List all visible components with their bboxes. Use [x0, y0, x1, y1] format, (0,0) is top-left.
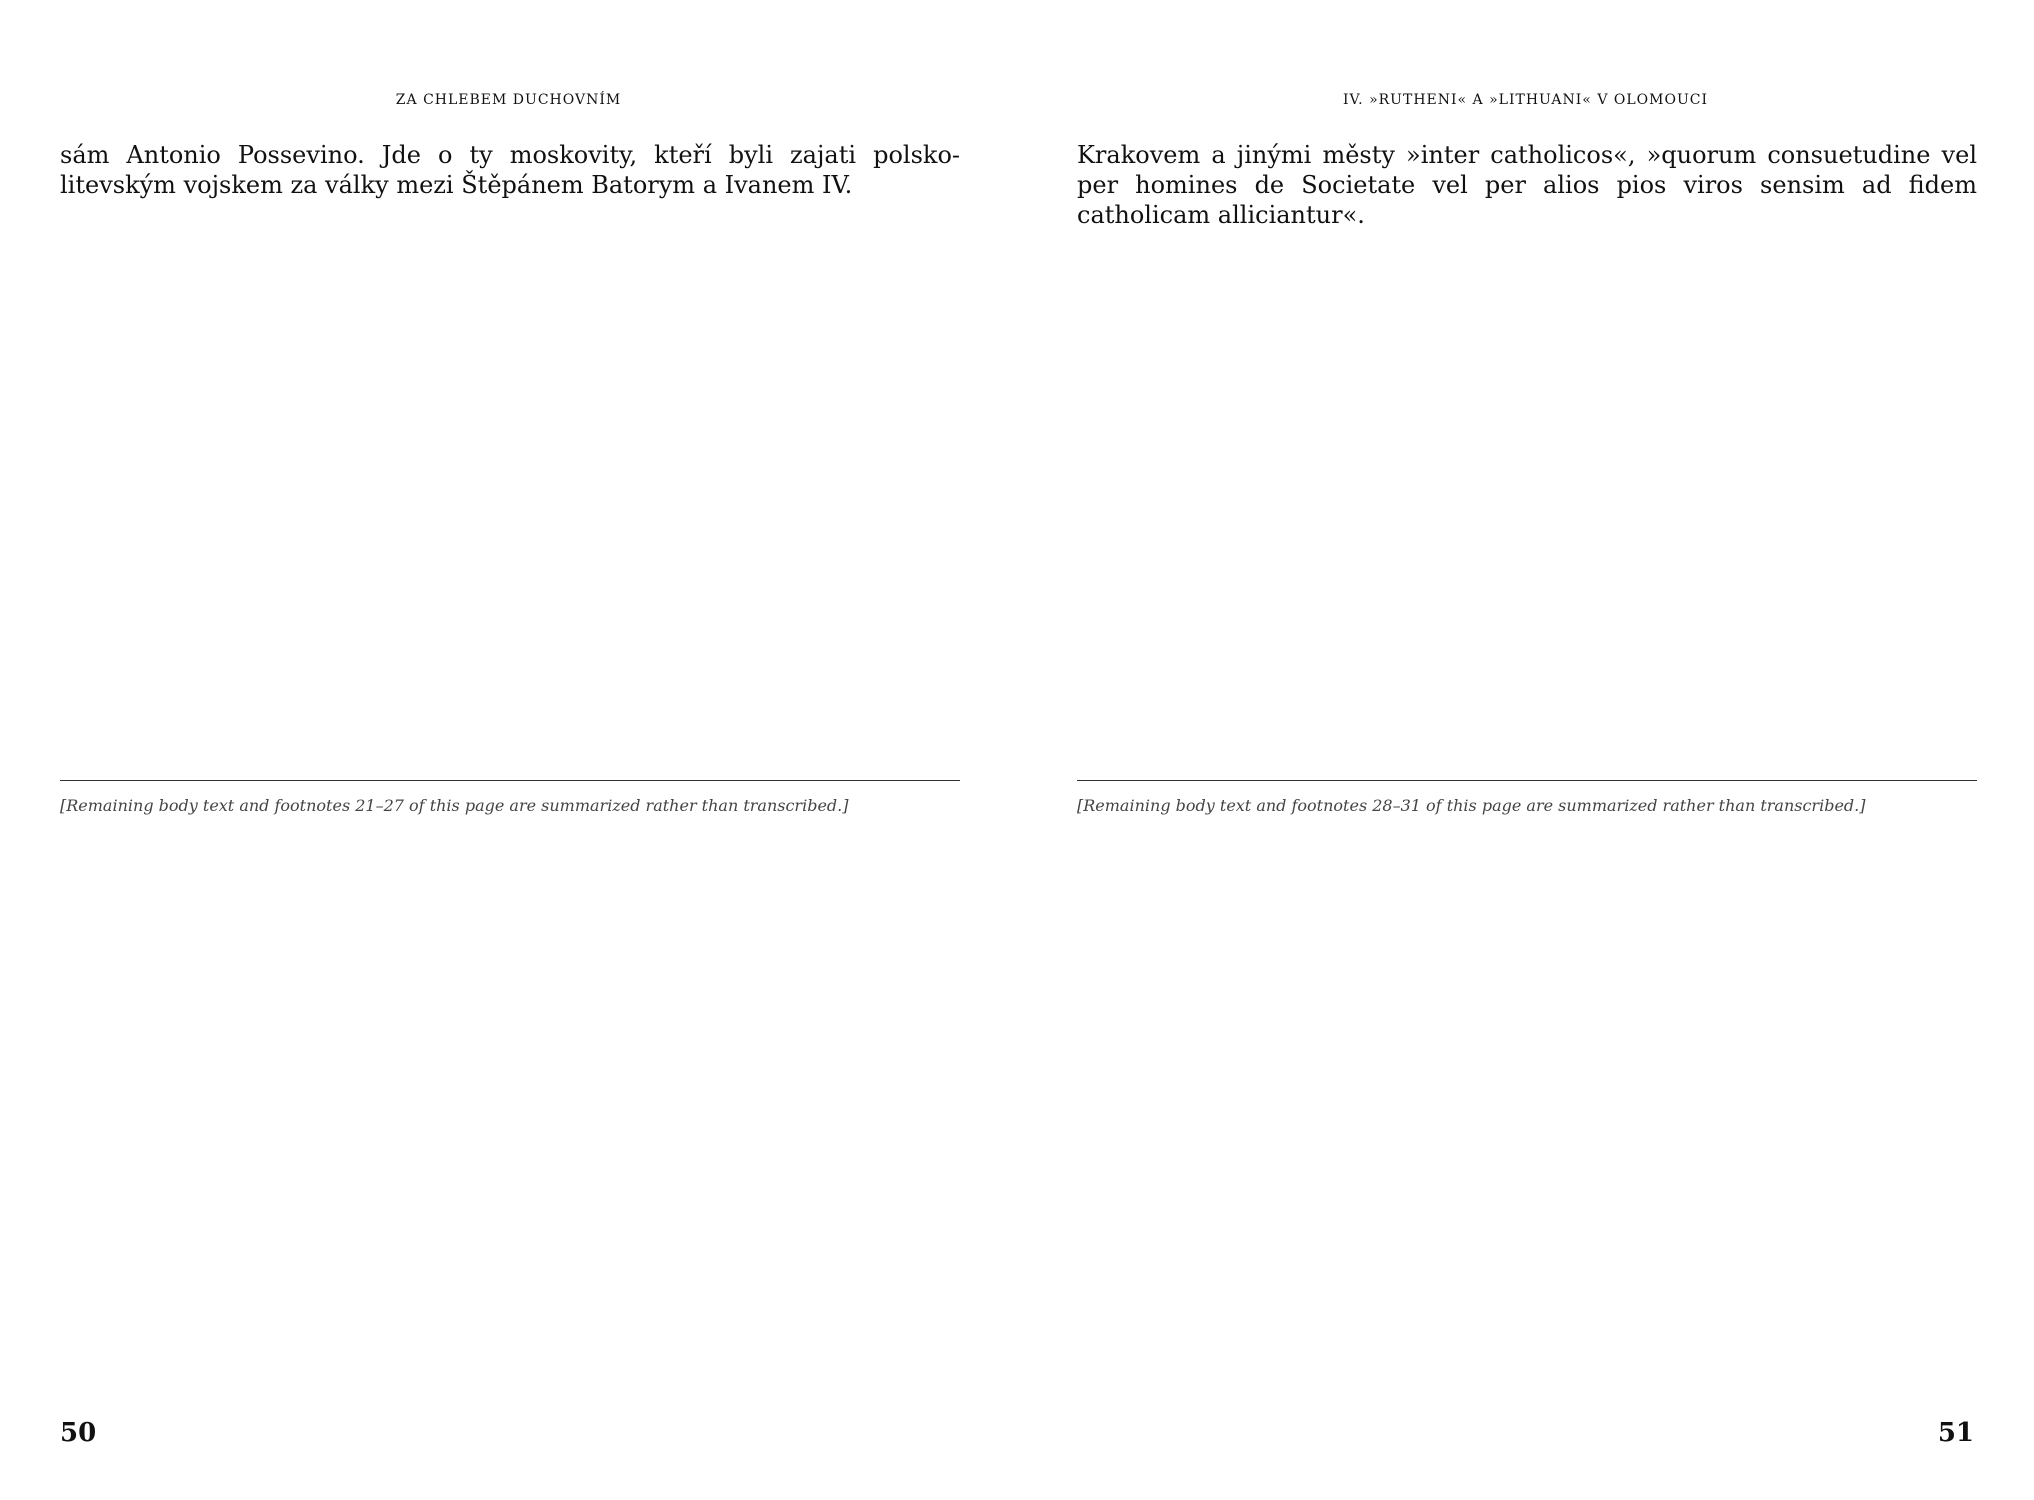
right-page: [1017, 0, 2034, 1500]
running-head-right: IV. »RUTHENI« A »LITHUANI« V OLOMOUCI: [1342, 92, 1708, 108]
running-head-left: ZA CHLEBEM DUCHOVNÍM: [395, 92, 622, 108]
omitted-text-note-left: [Remaining body text and footnotes 21–27 of this page are summarized rather than transcribed.]: [60, 780, 960, 817]
omitted-text-note-right: [Remaining body text and footnotes 28–31 of this page are summarized rather than transcribed.]: [1077, 780, 1977, 817]
body-text-left: sám Antonio Possevino. Jde o ty moskovity, kteří byli zajati polsko-litevským vojskem za války mezi Štěpánem Batorym a Ivanem IV.: [60, 141, 960, 199]
page-number-right: 51: [1937, 1418, 1974, 1448]
body-text-right: Krakovem a jinými městy »inter catholicos«, »quorum consuetudine vel per homines de Societate vel per alios pios viros sensim ad fidem catholicam alliciantur«.: [1077, 141, 1977, 229]
page-number-left: 50: [60, 1418, 97, 1448]
